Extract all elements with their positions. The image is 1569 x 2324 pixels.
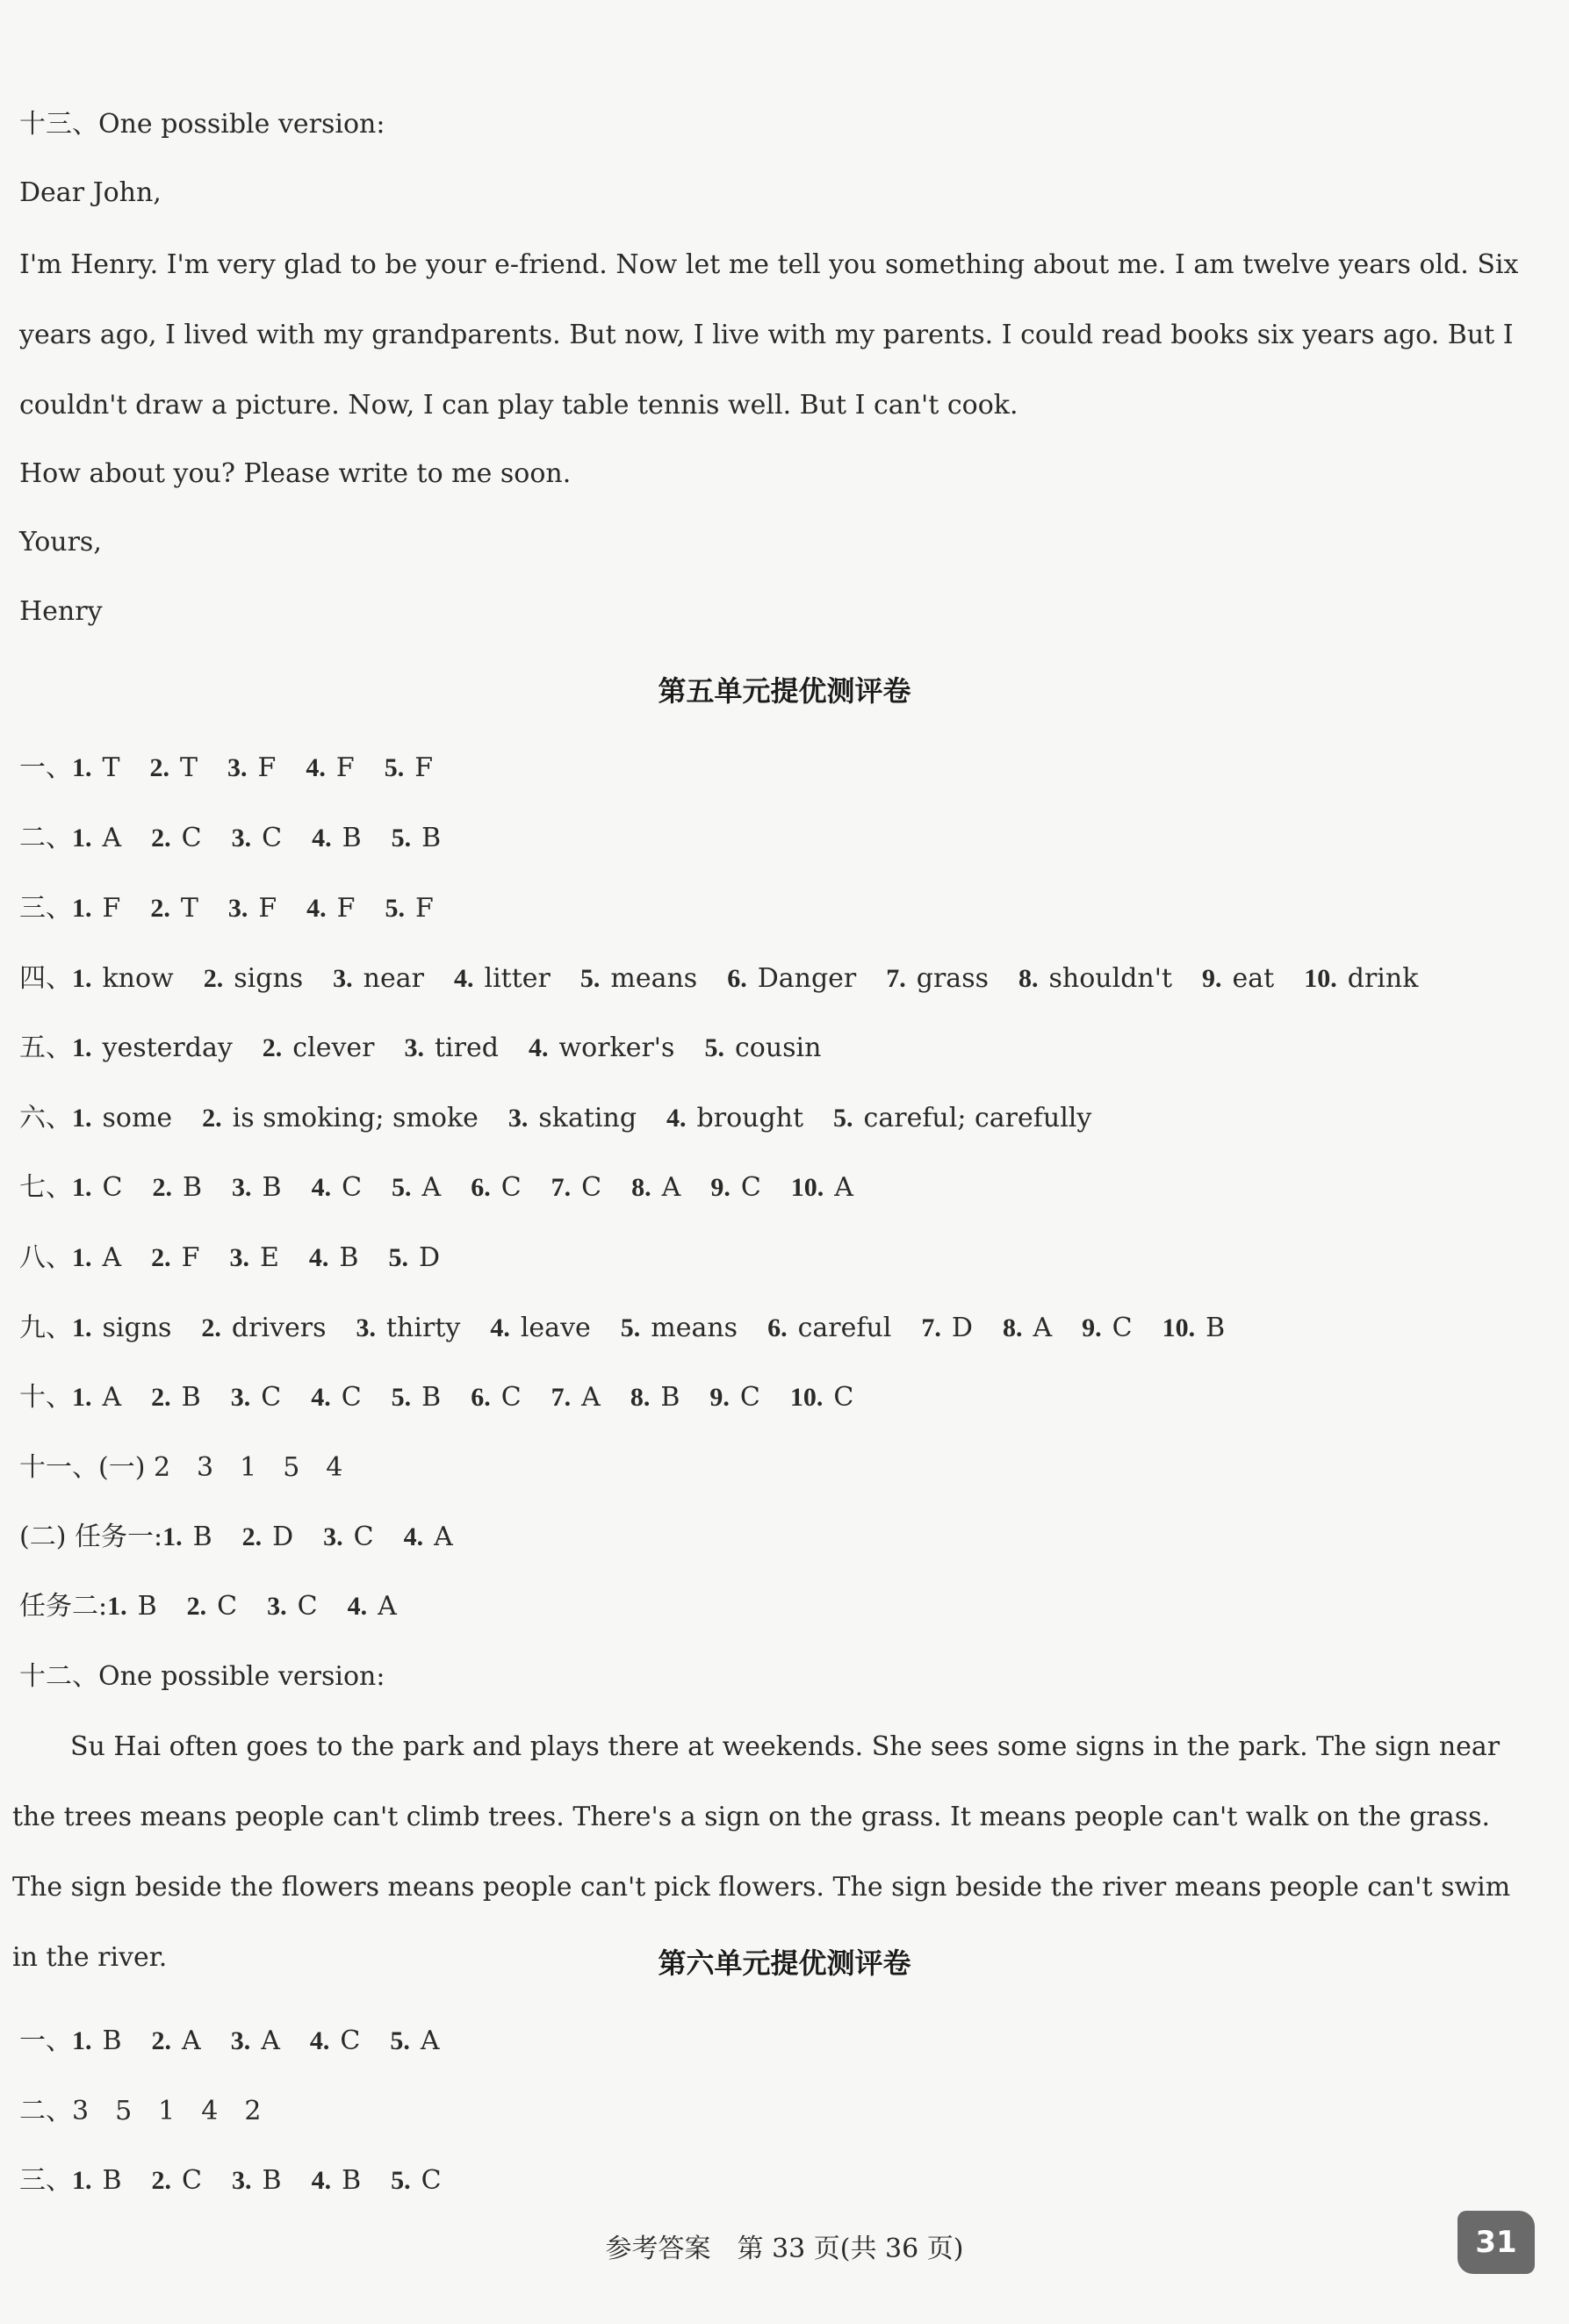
unit5-title: 第五单元提优测评卷: [658, 674, 911, 708]
answer-value: Danger: [757, 963, 857, 994]
unit5-section-12-body: Su Hai often goes to the park and plays there at weekends. She sees some signs in the park. The sign near the trees means people can't climb trees. There's a sign on the grass. It means people can't walk on the grass. The sign beside the flowers means people can't pick flowers. The sign beside the river means people can't swim in the river.: [12, 1731, 1511, 1973]
answer-value: B: [182, 1172, 203, 1203]
question-number: 2.: [149, 753, 170, 782]
answer-value: drivers: [231, 1313, 327, 1343]
answer-value: eat: [1232, 963, 1275, 994]
answer-value: B: [262, 2165, 282, 2196]
answer-value: means: [651, 1313, 738, 1343]
unit5-section-3: [19, 891, 1550, 926]
question-number: 7.: [551, 1383, 572, 1412]
answer-value: cousin: [734, 1032, 822, 1063]
answer-value: worker's: [558, 1032, 675, 1063]
answer-value: C: [297, 1591, 318, 1622]
answer-value: F: [415, 893, 434, 924]
letter-signoff: Yours,: [19, 527, 102, 558]
question-number: 6.: [471, 1383, 491, 1412]
answer-value: C: [500, 1172, 522, 1203]
question-number: 4.: [311, 2166, 332, 2195]
question-number: 4.: [528, 1033, 549, 1062]
answer-value: C: [833, 1382, 854, 1413]
answer-value: A: [434, 1522, 453, 1552]
answer-value: C: [581, 1172, 602, 1203]
question-number: 4.: [308, 1243, 329, 1272]
question-number: 5.: [390, 2026, 410, 2055]
question-number: 8.: [1002, 1313, 1023, 1342]
answer-value: careful: [797, 1313, 892, 1343]
question-number: 1.: [107, 1592, 127, 1621]
answer-value: A: [420, 2025, 440, 2056]
section-prefix: 三、: [19, 2165, 72, 2196]
letter-body: I'm Henry. I'm very glad to be your e-friend. Now let me tell you something about me. I am twelve years old. Six years ago, I lived with my grandparents. But now, I live with my parents. I could read books six years ago. But I couldn't draw a picture. Now, I can play table tennis well. But I can't cook.: [19, 249, 1519, 421]
answer-value: B: [421, 1382, 442, 1413]
question-number: 3.: [404, 1033, 424, 1062]
unit5-section-7: [19, 1170, 1550, 1205]
answer-value: A: [1033, 1313, 1053, 1343]
section-prefix: (二) 任务一:: [19, 1522, 163, 1552]
question-number: 5.: [704, 1033, 724, 1062]
answer-value: T: [180, 893, 198, 924]
section-prefix: 十、: [19, 1382, 72, 1413]
answer-value: B: [421, 823, 442, 853]
answer-value: C: [182, 2165, 203, 2196]
question-number: 5.: [385, 894, 405, 923]
answer-value: yesterday: [102, 1032, 233, 1063]
question-number: 3.: [231, 824, 252, 853]
question-number: 3.: [227, 894, 248, 923]
question-number: 2.: [203, 964, 224, 993]
question-number: 5.: [384, 753, 405, 782]
letter-closing-question: How about you? Please write to me soon.: [19, 458, 572, 489]
answer-value: careful; carefully: [863, 1103, 1092, 1133]
unit5-section-10: [19, 1380, 1550, 1415]
answer-value: F: [102, 893, 121, 924]
question-number: 1.: [72, 1383, 92, 1412]
question-number: 5.: [391, 824, 412, 853]
question-number: 2.: [151, 2026, 172, 2055]
question-number: 5.: [391, 2166, 411, 2195]
answer-value: B: [339, 1242, 359, 1273]
question-number: 2.: [151, 1383, 171, 1412]
answer-value: some: [102, 1103, 173, 1133]
question-number: 2.: [151, 824, 171, 853]
unit5-section-11-part-1: 十一、(一) 2 3 1 5 4: [19, 1452, 343, 1483]
question-number: 2.: [151, 1243, 171, 1272]
answer-value: B: [1206, 1313, 1226, 1343]
answer-value: F: [257, 752, 277, 783]
question-number: 7.: [886, 964, 906, 993]
question-number: 4.: [666, 1104, 687, 1133]
page-number-badge: 31: [1457, 2211, 1535, 2274]
question-number: 3.: [232, 1173, 252, 1202]
unit5-section-6: [19, 1101, 1550, 1136]
answer-value: B: [137, 1591, 157, 1622]
answer-value: C: [261, 1382, 282, 1413]
question-number: 10.: [1162, 1313, 1196, 1342]
answer-value: B: [102, 2165, 122, 2196]
answer-value: A: [102, 1382, 122, 1413]
answer-value: signs: [102, 1313, 172, 1343]
unit6-section-3: [19, 2163, 1550, 2198]
answer-value: D: [272, 1522, 294, 1552]
answer-value: grass: [916, 963, 989, 994]
answer-value: clever: [292, 1032, 375, 1063]
question-number: 3.: [333, 964, 353, 993]
unit6-section-2: 二、3 5 1 4 2: [19, 2096, 262, 2126]
question-number: 7.: [921, 1313, 941, 1342]
answer-value: brought: [696, 1103, 804, 1133]
question-number: 4.: [309, 2026, 330, 2055]
unit5-section-11-part-2-task-1: [19, 1520, 1550, 1555]
question-number: 4.: [306, 894, 327, 923]
unit5-section-2: [19, 821, 1550, 856]
answer-value: B: [342, 2165, 362, 2196]
question-number: 3.: [230, 1383, 251, 1412]
question-number: 2.: [151, 2166, 172, 2195]
unit5-section-8: [19, 1241, 1550, 1276]
question-number: 6.: [767, 1313, 788, 1342]
section-prefix: 任务二:: [19, 1591, 108, 1622]
question-number: 7.: [551, 1173, 572, 1202]
answer-value: A: [421, 1172, 442, 1203]
unit5-section-1: [19, 751, 1550, 786]
unit5-section-11-part-2-task-2: [19, 1589, 1550, 1624]
question-number: 1.: [72, 1104, 92, 1133]
question-number: 4.: [403, 1522, 424, 1551]
answer-value: T: [180, 752, 198, 783]
answer-value: B: [181, 1382, 201, 1413]
question-number: 5.: [620, 1313, 641, 1342]
question-number: 1.: [72, 2166, 92, 2195]
question-number: 4.: [312, 824, 332, 853]
answer-value: C: [421, 2165, 442, 2196]
answer-value: C: [739, 1382, 760, 1413]
answer-value: tired: [435, 1032, 499, 1063]
question-number: 9.: [1202, 964, 1222, 993]
question-number: 1.: [72, 1313, 92, 1342]
unit6-title: 第六单元提优测评卷: [658, 1946, 911, 1980]
answer-value: A: [378, 1591, 397, 1622]
answer-value: F: [414, 752, 434, 783]
question-number: 1.: [72, 894, 92, 923]
answer-value: A: [102, 823, 122, 853]
question-number: 10.: [789, 1383, 824, 1412]
question-number: 2.: [202, 1104, 222, 1133]
answer-value: signs: [234, 963, 304, 994]
question-number: 1.: [72, 2026, 92, 2055]
answer-value: means: [610, 963, 698, 994]
question-number: 6.: [471, 1173, 491, 1202]
section-prefix: 六、: [19, 1103, 72, 1133]
answer-value: litter: [484, 963, 551, 994]
question-number: 1.: [72, 1173, 92, 1202]
answer-value: A: [182, 2025, 201, 2056]
question-number: 5.: [392, 1173, 412, 1202]
question-number: 9.: [1082, 1313, 1102, 1342]
answer-value: D: [418, 1242, 441, 1273]
question-number: 5.: [833, 1104, 853, 1133]
question-number: 1.: [72, 1243, 92, 1272]
answer-value: B: [342, 823, 362, 853]
question-number: 2.: [201, 1313, 221, 1342]
answer-value: D: [951, 1313, 973, 1343]
question-number: 4.: [490, 1313, 510, 1342]
answer-value: is smoking; smoke: [232, 1103, 479, 1133]
question-number: 8.: [631, 1173, 651, 1202]
question-number: 1.: [72, 753, 92, 782]
answer-value: A: [581, 1382, 601, 1413]
answer-value: C: [217, 1591, 238, 1622]
question-number: 2.: [262, 1033, 283, 1062]
answer-value: skating: [538, 1103, 637, 1133]
answer-value: C: [262, 823, 283, 853]
answer-value: A: [261, 2025, 280, 2056]
answer-value: C: [500, 1382, 522, 1413]
question-number: 4.: [453, 964, 474, 993]
answer-value: C: [340, 2025, 361, 2056]
answer-value: F: [258, 893, 277, 924]
unit5-section-9: [19, 1311, 1550, 1346]
answer-value: drink: [1347, 963, 1419, 994]
question-number: 1.: [72, 824, 92, 853]
question-number: 4.: [311, 1383, 331, 1412]
question-number: 8.: [1018, 964, 1039, 993]
answer-value: C: [341, 1382, 362, 1413]
unit5-section-5: [19, 1031, 1550, 1066]
question-number: 1.: [72, 1033, 92, 1062]
answer-value: C: [353, 1522, 374, 1552]
answer-value: thirty: [386, 1313, 461, 1343]
question-number: 10.: [790, 1173, 824, 1202]
answer-value: B: [262, 1172, 282, 1203]
question-number: 3.: [323, 1522, 343, 1551]
answer-value: B: [102, 2025, 122, 2056]
question-number: 10.: [1304, 964, 1337, 993]
answer-value: C: [181, 823, 202, 853]
question-number: 5.: [579, 964, 601, 993]
section-prefix: 三、: [19, 893, 72, 924]
unit5-section-12-heading: 十二、One possible version:: [19, 1661, 385, 1692]
letter-greeting: Dear John,: [19, 177, 162, 208]
answer-value: shouldn't: [1048, 963, 1173, 994]
question-number: 3.: [507, 1104, 529, 1133]
section-prefix: 二、: [19, 823, 72, 853]
section-prefix: 九、: [19, 1313, 72, 1343]
answer-value: F: [335, 752, 355, 783]
question-number: 3.: [356, 1313, 376, 1342]
answer-value: A: [834, 1172, 853, 1203]
question-number: 3.: [230, 2026, 251, 2055]
question-number: 1.: [162, 1522, 183, 1551]
question-number: 6.: [727, 964, 747, 993]
question-number: 5.: [388, 1243, 408, 1272]
question-number: 3.: [229, 1243, 249, 1272]
question-number: 2.: [150, 894, 170, 923]
section-prefix: 四、: [19, 963, 72, 994]
answer-value: A: [102, 1242, 122, 1273]
answer-value: C: [342, 1172, 363, 1203]
answer-value: know: [102, 963, 174, 994]
question-number: 4.: [311, 1173, 332, 1202]
section-prefix: 七、: [19, 1172, 72, 1203]
answer-value: leave: [520, 1313, 591, 1343]
answer-value: B: [660, 1382, 680, 1413]
section-prefix: 一、: [19, 2025, 72, 2056]
answer-value: near: [363, 963, 424, 994]
question-number: 3.: [267, 1592, 287, 1621]
question-number: 9.: [710, 1173, 731, 1202]
question-number: 1.: [72, 964, 92, 993]
answer-value: F: [336, 893, 356, 924]
question-number: 3.: [227, 753, 248, 782]
answer-value: F: [181, 1242, 200, 1273]
answer-value: A: [661, 1172, 681, 1203]
question-number: 8.: [630, 1383, 651, 1412]
section-prefix: 八、: [19, 1242, 72, 1273]
answer-value: C: [740, 1172, 761, 1203]
question-number: 4.: [306, 753, 326, 782]
section-prefix: 一、: [19, 752, 72, 783]
unit5-section-4: [19, 961, 1550, 997]
question-number: 3.: [232, 2166, 252, 2195]
answer-value: B: [192, 1522, 212, 1552]
answer-value: C: [1112, 1313, 1133, 1343]
letter-heading: 十三、One possible version:: [19, 109, 385, 140]
question-number: 2.: [241, 1522, 263, 1551]
question-number: 4.: [347, 1592, 368, 1621]
answer-value: T: [102, 752, 120, 783]
unit6-section-1: [19, 2024, 1550, 2059]
letter-signature: Henry: [19, 596, 103, 627]
question-number: 9.: [709, 1383, 730, 1412]
answer-value: E: [260, 1242, 279, 1273]
question-number: 2.: [152, 1173, 172, 1202]
question-number: 2.: [186, 1592, 207, 1621]
question-number: 5.: [391, 1383, 412, 1412]
section-prefix: 五、: [19, 1032, 72, 1063]
answer-value: C: [102, 1172, 123, 1203]
page-footer: 参考答案 第 33 页(共 36 页): [605, 2234, 964, 2264]
